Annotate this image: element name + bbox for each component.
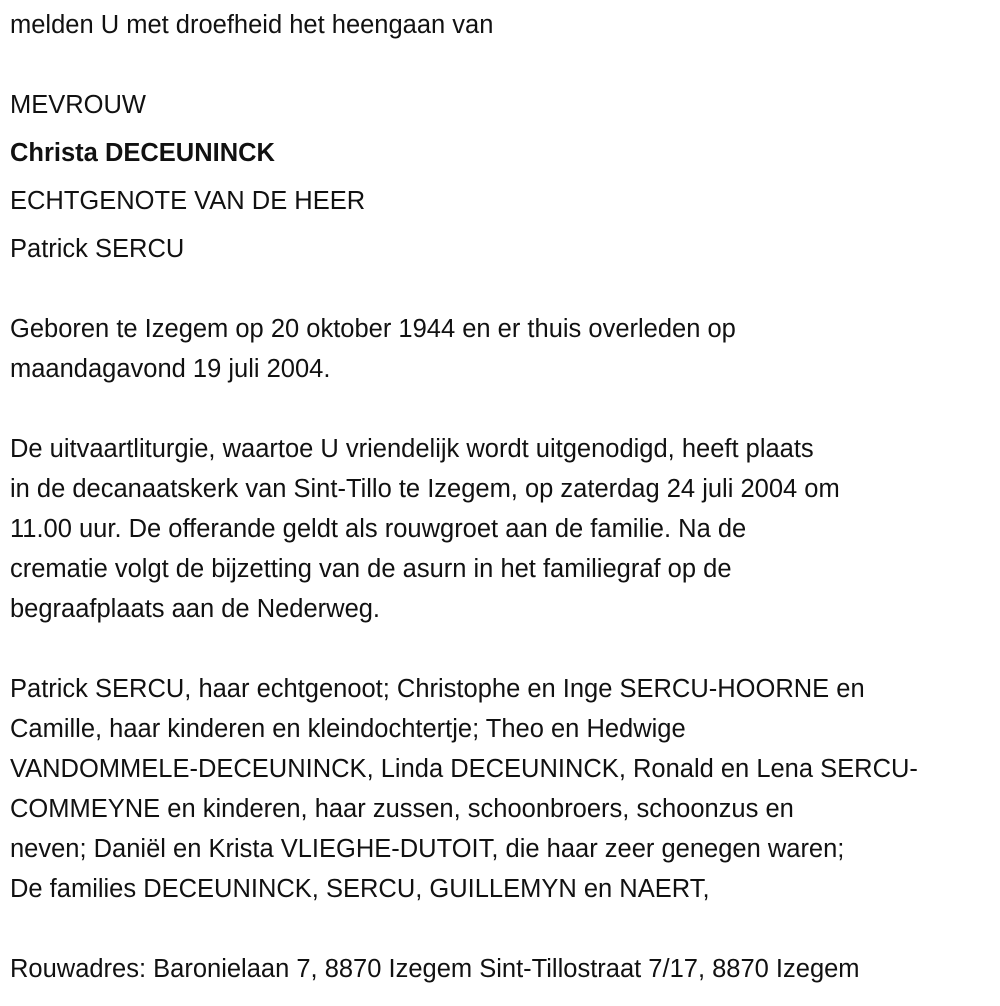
family-line: Patrick SERCU, haar echtgenoot; Christophe en Inge SERCU-HOORNE en [10, 675, 865, 703]
funeral-line: 11.00 uur. De offerande geldt als rouwgroet aan de familie. Na de [10, 515, 747, 543]
family-line: neven; Daniël en Krista VLIEGHE-DUTOIT, die haar zeer genegen waren; [10, 835, 845, 863]
funeral-line: crematie volgt de bijzetting van de asurn in het familiegraf op de [10, 555, 732, 583]
birth-death-line: maandagavond 19 juli 2004. [10, 355, 331, 383]
spouse-name: Patrick SERCU [10, 235, 185, 263]
funeral-line: De uitvaartliturgie, waartoe U vriendelijk wordt uitgenodigd, heeft plaats [10, 435, 814, 463]
deceased-name: Christa DECEUNINCK [10, 139, 275, 167]
birth-death-line: Geboren te Izegem op 20 oktober 1944 en er thuis overleden op [10, 315, 736, 343]
mourning-address: Rouwadres: Baronielaan 7, 8870 Izegem Sint-Tillostraat 7/17, 8870 Izegem [10, 955, 860, 983]
honorific-title: MEVROUW [10, 91, 146, 119]
intro-text: melden U met droefheid het heengaan van [10, 11, 494, 39]
funeral-line: in de decanaatskerk van Sint-Tillo te Izegem, op zaterdag 24 juli 2004 om [10, 475, 840, 503]
family-line: De families DECEUNINCK, SERCU, GUILLEMYN en NAERT, [10, 875, 710, 903]
funeral-line: begraafplaats aan de Nederweg. [10, 595, 381, 623]
family-line: VANDOMMELE-DECEUNINCK, Linda DECEUNINCK, Ronald en Lena SERCU- [10, 755, 918, 783]
family-line: COMMEYNE en kinderen, haar zussen, schoonbroers, schoonzus en [10, 795, 794, 823]
family-line: Camille, haar kinderen en kleindochtertje; Theo en Hedwige [10, 715, 686, 743]
relation-text: ECHTGENOTE VAN DE HEER [10, 187, 366, 215]
